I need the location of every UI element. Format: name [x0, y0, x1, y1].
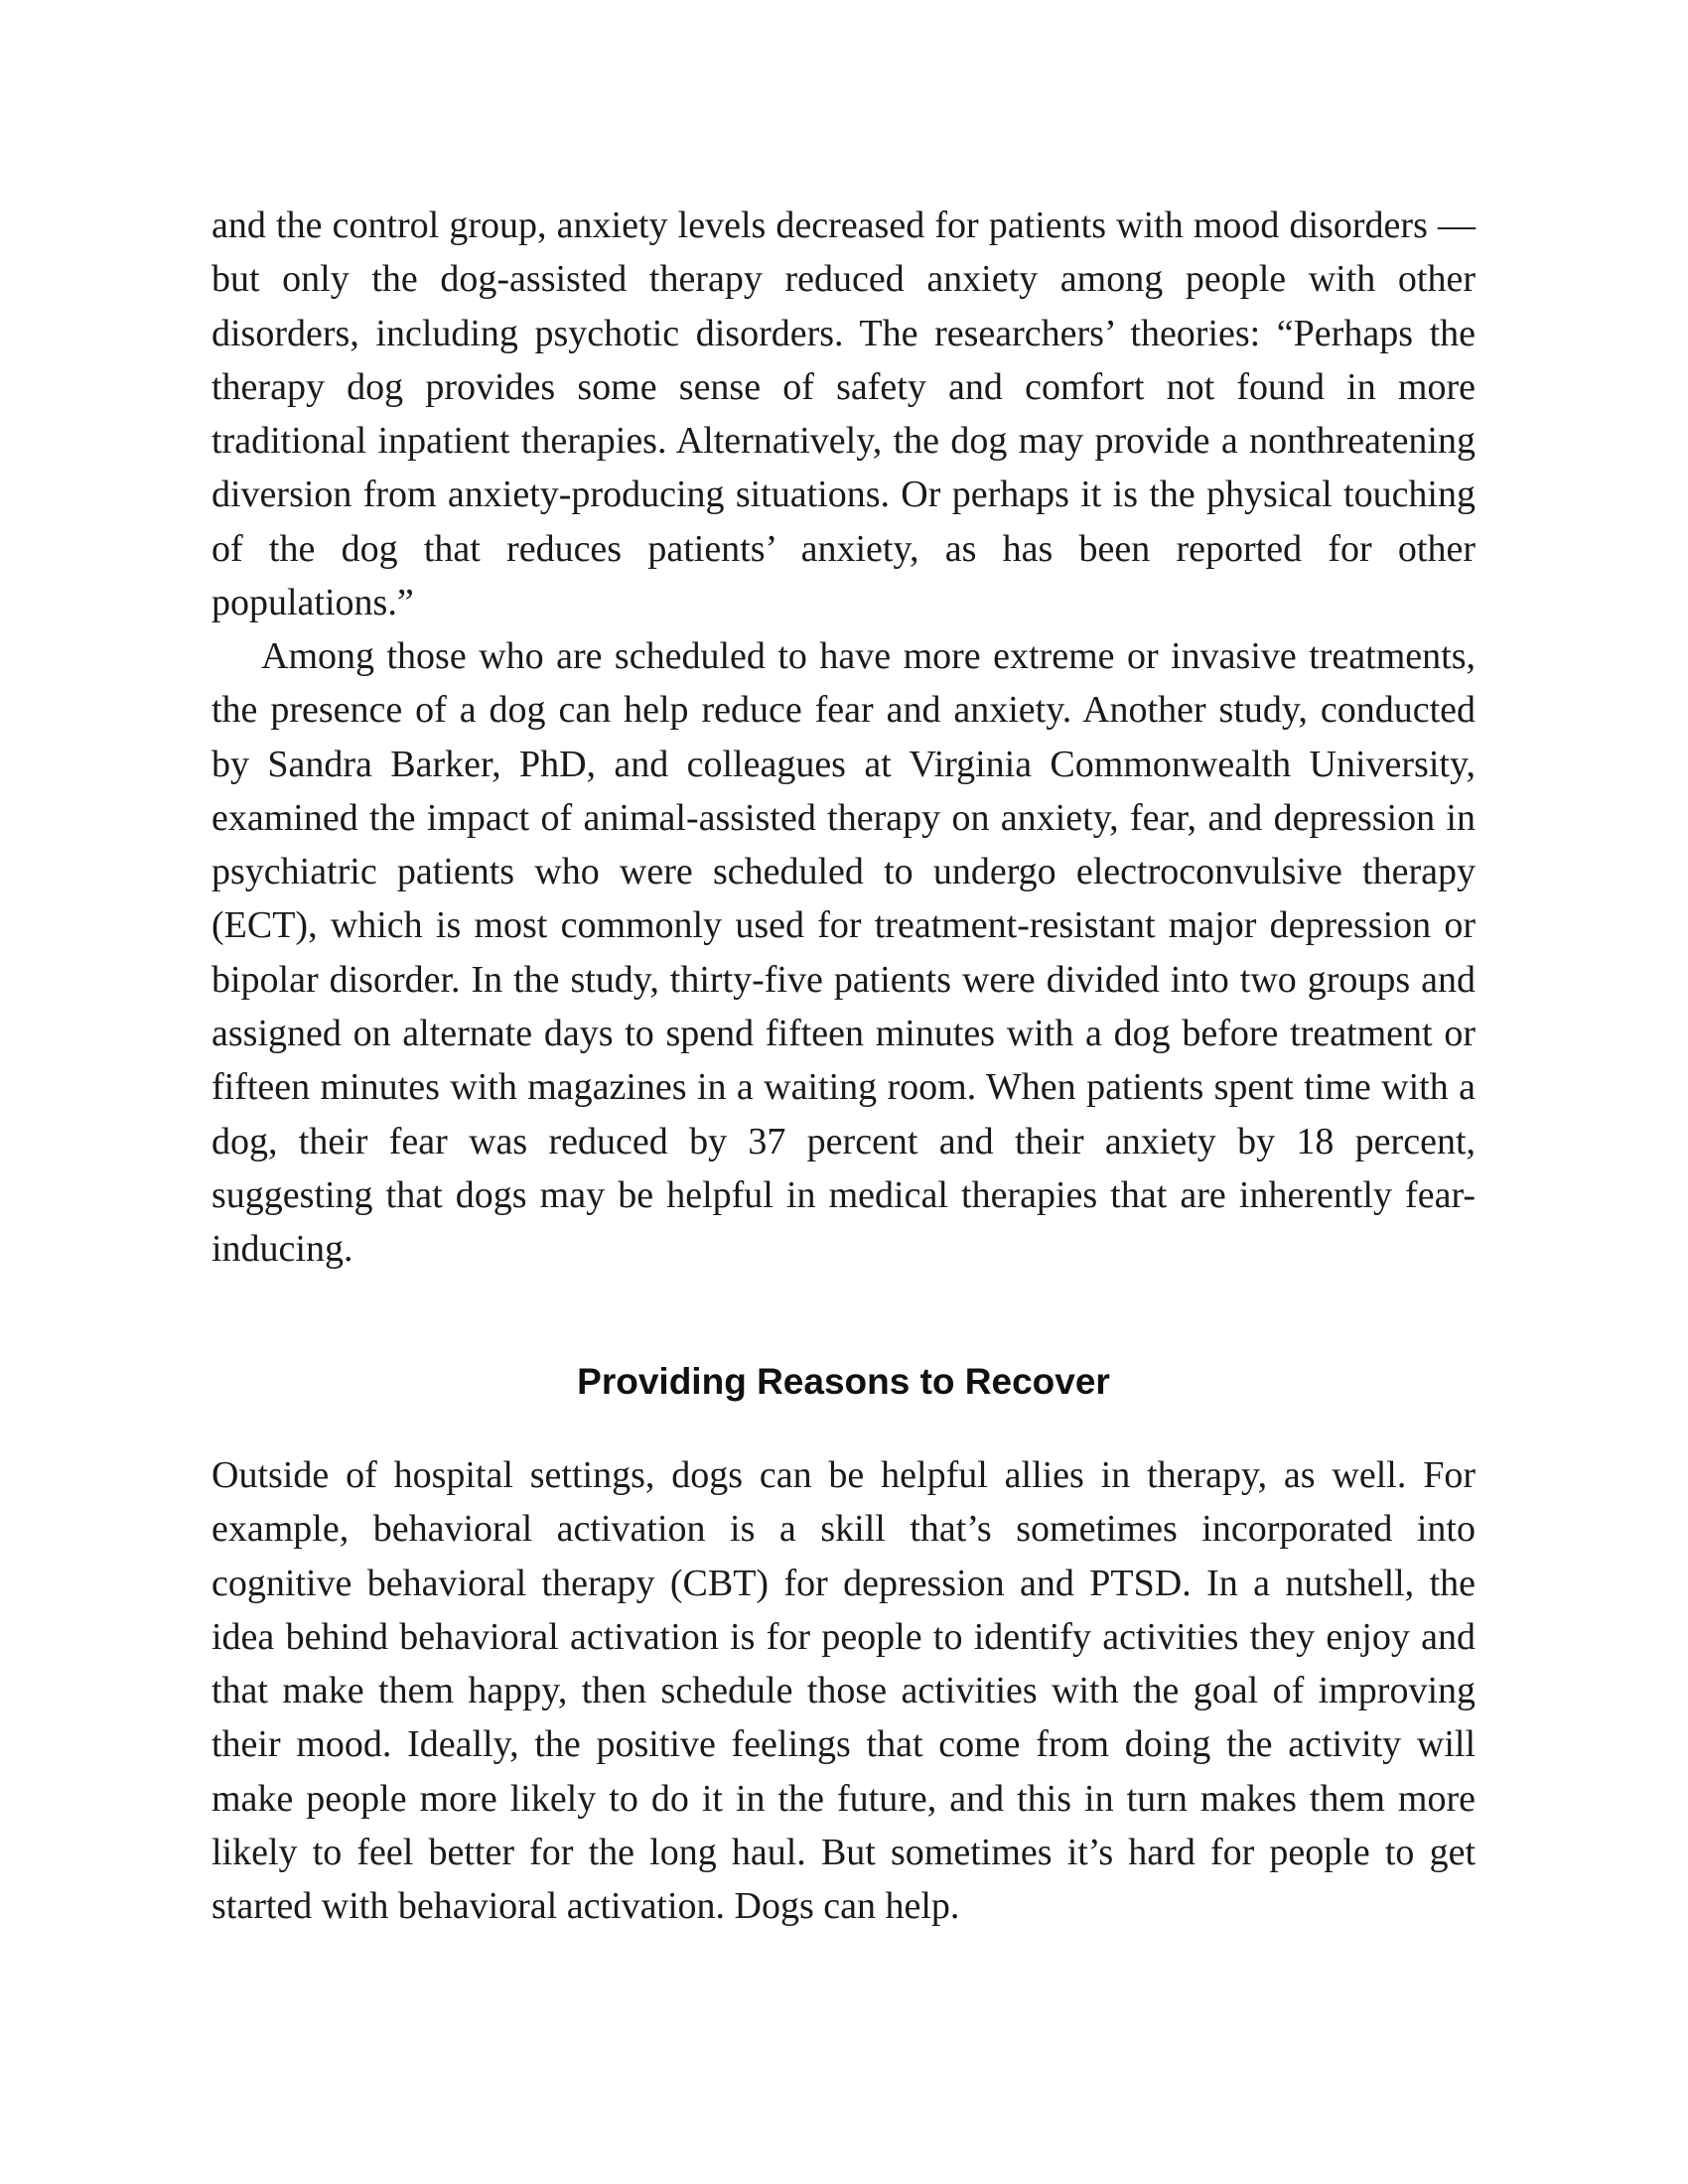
section-heading: Providing Reasons to Recover	[577, 1361, 1110, 1402]
body-paragraph: Among those who are scheduled to have more extreme or invasive treatments, the presence of a dog can help reduce fear and anxiety. Another study, conducted by Sandra Barker, PhD, and colleagues at Virginia Commonwealth University, examined the impact of animal-assisted therapy on anxiety, fear, and depression in psychiatric patients who were scheduled to undergo electroconvulsive therapy (ECT), which is most commonly used for treatment-resistant major depression or bipolar disorder. In the study, thirty-five patients were divided into two groups and assigned on alternate days to spend fifteen minutes with a dog before treatment or fifteen minutes with magazines in a waiting room. When patients spent time with a dog, their fear was reduced by 37 percent and their anxiety by 18 percent, suggesting that dogs may be helpful in medical therapies that are inherently fear-inducing.	[211, 635, 1476, 1271]
body-paragraph: and the control group, anxiety levels decreased for patients with mood disorders —but only the dog-assisted therapy reduced anxiety among people with other disorders, including psychotic disorders. The researchers’ theories: “Perhaps the therapy dog provides some sense of safety and comfort not found in more traditional inpatient therapies. Alternatively, the dog may provide a nonthreatening diversion from anxiety-producing situations. Or perhaps it is the physical touching of the dog that reduces patients’ anxiety, as has been reported for other populations.”	[211, 205, 1476, 624]
paragraph-block	[211, 199, 1476, 629]
paragraph-block	[211, 1448, 1476, 1934]
paragraph-block	[211, 629, 1476, 1277]
body-paragraph: Outside of hospital settings, dogs can be helpful allies in therapy, as well. For example, behavioral activation is a skill that’s sometimes incorporated into cognitive behavioral therapy (CBT) for depression and PTSD. In a nutshell, the idea behind behavioral activation is for people to identify activities they enjoy and that make them happy, then schedule those activities with the goal of improving their mood. Ideally, the positive feelings that come from doing the activity will make people more likely to do it in the future, and this in turn makes them more likely to feel better for the long haul. But sometimes it’s hard for people to get started with behavioral activation. Dogs can help.	[211, 1454, 1476, 1928]
